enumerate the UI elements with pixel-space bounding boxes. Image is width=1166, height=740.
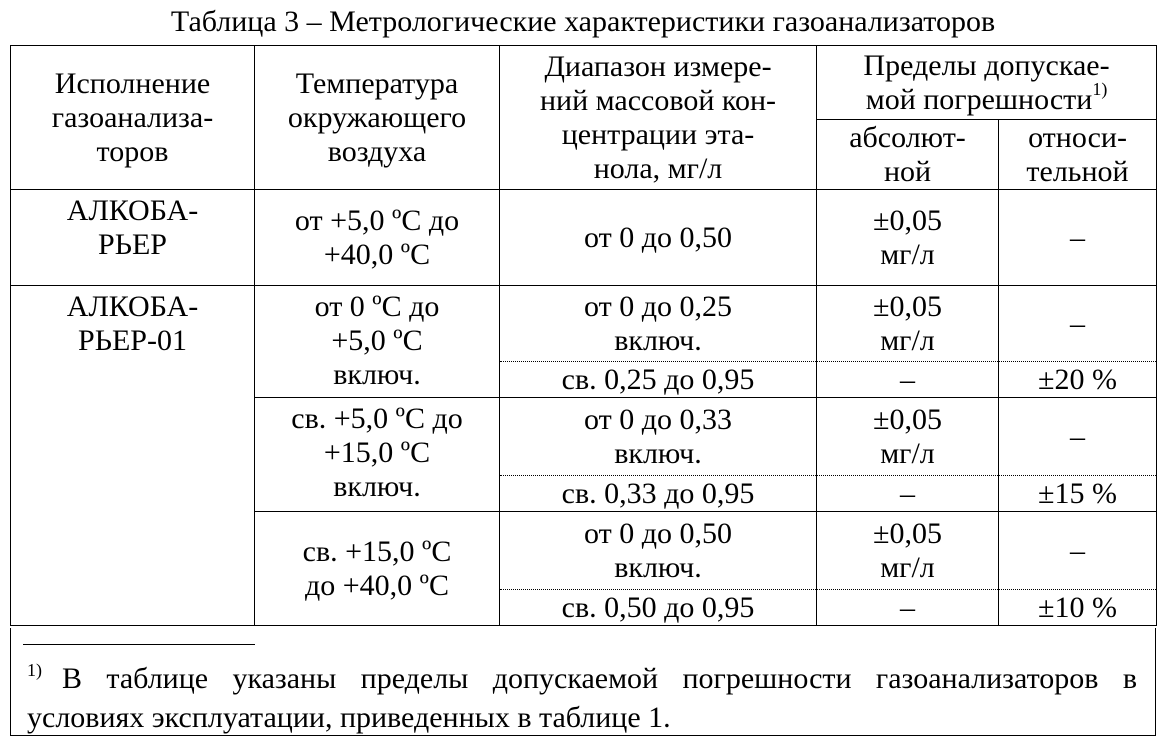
rel-cell: ±10 % <box>999 590 1157 626</box>
model-alkobarier-01: АЛКОБА- РЬЕР-01 <box>11 286 255 626</box>
rel-cell: ±15 % <box>999 476 1157 512</box>
range-cell: от 0 до 0,50 включ. <box>500 512 817 590</box>
temp-cell: от 0 ºС до +5,0 ºС включ. <box>255 286 500 398</box>
footnote-ref: 1) <box>1092 78 1108 99</box>
header-temperature: Температура окружающего воздуха <box>255 46 500 190</box>
range-cell: св. 0,33 до 0,95 <box>500 476 817 512</box>
table-caption: Таблица 3 – Метрологические характеристики газоанализаторов <box>170 5 996 38</box>
metrological-table <box>10 45 1157 626</box>
rel-cell: – <box>999 190 1157 286</box>
abs-cell: ±0,05 мг/л <box>817 512 999 590</box>
range-cell: св. 0,25 до 0,95 <box>500 362 817 398</box>
range-cell: от 0 до 0,33 включ. <box>500 398 817 476</box>
footnote-mark: 1) <box>27 660 42 680</box>
temp-cell: от +5,0 ºС до +40,0 ºС <box>255 190 500 286</box>
abs-cell: ±0,05 мг/л <box>817 286 999 362</box>
header-absolute: абсолют- ной <box>817 120 999 190</box>
footnote-box <box>10 628 1156 736</box>
abs-cell: – <box>817 476 999 512</box>
abs-cell: ±0,05 мг/л <box>817 190 999 286</box>
header-error-limits: Пределы допускае- мой погрешности$^{1)}$ <box>817 46 1157 120</box>
range-cell: от 0 до 0,50 <box>500 190 817 286</box>
rel-cell: – <box>999 512 1157 590</box>
temp-cell: св. +15,0 ºС до +40,0 ºС <box>255 512 500 626</box>
abs-cell: – <box>817 362 999 398</box>
footnote-text: $^{1)}$ В таблице указаны пределы допускаемой погрешности газоанализаторов в условиях эксплуатации, приведенных в таблице 1. <box>27 660 1137 734</box>
rel-cell: ±20 % <box>999 362 1157 398</box>
abs-cell: – <box>817 590 999 626</box>
model-alkobarier: АЛКОБА- РЬЕР <box>11 190 255 286</box>
range-cell: св. 0,50 до 0,95 <box>500 590 817 626</box>
range-cell: от 0 до 0,25 включ. <box>500 286 817 362</box>
header-model: Исполнение газоанализа- торов <box>11 46 255 190</box>
abs-cell: ±0,05 мг/л <box>817 398 999 476</box>
header-range: Диапазон измере- ний массовой кон- центрации эта- нола, мг/л <box>500 46 817 190</box>
footnote-rule <box>23 644 255 645</box>
rel-cell: – <box>999 286 1157 362</box>
temp-cell: св. +5,0 ºС до +15,0 ºС включ. <box>255 398 500 512</box>
rel-cell: – <box>999 398 1157 476</box>
header-relative: относи- тельной <box>999 120 1157 190</box>
